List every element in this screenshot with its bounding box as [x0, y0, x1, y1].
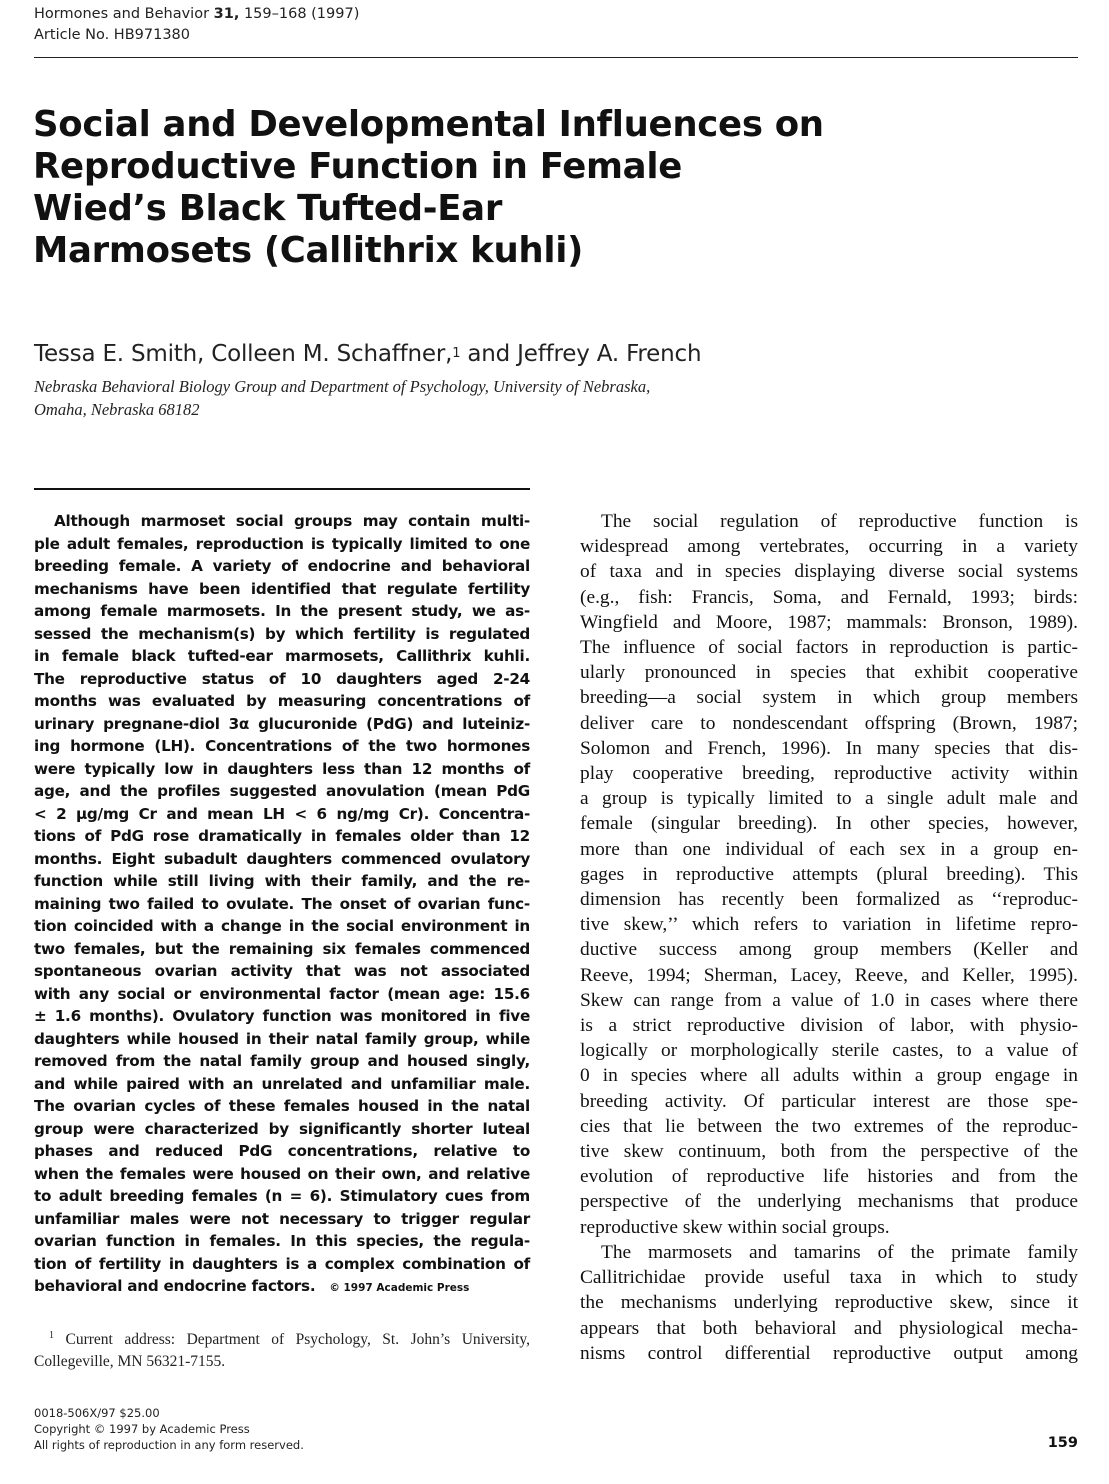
abstract-line: and while paired with an unrelated and unfamiliar male.: [34, 1074, 530, 1093]
title-line: Reproductive Function in Female: [33, 146, 682, 187]
body-line: more than one individual of each sex in a group en-: [580, 838, 1078, 860]
abstract-line: breeding female. A variety of endocrine and behavioral: [34, 557, 530, 575]
body-line: Callitrichidae provide useful taxa in which to study: [580, 1267, 1078, 1289]
body-line: appears that both behavioral and physiological mecha-: [580, 1317, 1078, 1339]
body-line: reproductive skew within social groups.: [580, 1216, 890, 1238]
authors-before: Tessa E. Smith, Colleen M. Schaffner,: [34, 341, 453, 367]
body-line: female (singular breeding). In other species, however,: [580, 813, 1078, 835]
abstract-last-line: [34, 1275, 530, 1300]
abstract-line: unfamiliar males were not necessary to trigger regular: [34, 1209, 530, 1228]
body-line: evolution of reproductive life histories and from the: [580, 1166, 1078, 1188]
abstract-line: ing hormone (LH). Concentrations of the two hormones: [34, 737, 530, 755]
footnote-text: Current address: Department of Psychology, St. John’s University,: [65, 1331, 530, 1349]
abstract-line: ± 1.6 months). Ovulatory function was monitored in five: [34, 1007, 530, 1025]
title-line: Social and Developmental Influences on: [33, 104, 824, 145]
body-line: a group is typically limited to a single adult male and: [580, 788, 1078, 810]
abstract-line: Although marmoset social groups may contain multi-: [54, 512, 530, 530]
author-footnote-mark: 1: [452, 346, 461, 361]
abstract-line: spontaneous ovarian activity that was not associated: [34, 962, 530, 980]
abstract-line: age, and the profiles suggested anovulation (mean PdG: [34, 782, 530, 800]
abstract-line: to adult breeding females (n = 6). Stimulatory cues from: [34, 1187, 530, 1205]
abstract-line: ple adult females, reproduction is typically limited to one: [34, 534, 530, 553]
body-line: breeding—a social system in which group members: [580, 687, 1078, 709]
body-line: logically or morphologically sterile castes, to a value of: [580, 1040, 1078, 1062]
body-line: of taxa and in species displaying diverse social systems: [580, 561, 1078, 583]
body-line: 0 in species where all adults within a group engage in: [580, 1065, 1078, 1087]
body-line: ularly pronounced in species that exhibit cooperative: [580, 662, 1078, 684]
footnote-mark: 1: [49, 1330, 54, 1341]
body-line: Solomon and French, 1996). In many species that dis-: [580, 737, 1078, 759]
abstract-line: ovarian function in females. In this species, the regula-: [34, 1232, 530, 1250]
abstract-line: with any social or environmental factor (mean age: 15.6: [34, 984, 530, 1003]
abstract: [34, 510, 530, 1300]
body-line: Wingfield and Moore, 1987; mammals: Bronson, 1989).: [580, 611, 1078, 633]
journal-volume: 31,: [213, 6, 240, 22]
article-title: [33, 104, 824, 272]
abstract-line: tion of fertility in daughters is a complex combination of: [34, 1254, 530, 1273]
page-number: 159: [1047, 1435, 1078, 1451]
affiliation: [34, 375, 650, 421]
article-number: Article No. HB971380: [34, 27, 191, 43]
abstract-line: removed from the natal family group and housed singly,: [34, 1052, 530, 1070]
body-line: The marmosets and tamarins of the primate family: [601, 1241, 1078, 1263]
body-line: Skew can range from a value of 1.0 in cases where there: [580, 989, 1078, 1011]
abstract-line: months. Eight subadult daughters commenced ovulatory: [34, 849, 530, 868]
running-head: [34, 4, 359, 46]
body-line: widespread among vertebrates, occurring in a variety: [580, 536, 1078, 558]
body-line: nisms control differential reproductive output among: [580, 1342, 1078, 1364]
abstract-line: mechanisms have been identified that regulate fertility: [34, 579, 530, 598]
abstract-line: two females, but the remaining six females commenced: [34, 939, 530, 958]
body-text: [580, 509, 1078, 1366]
journal-citation: [34, 4, 359, 25]
abstract-line: urinary pregnane-diol 3α glucuronide (PdG) and luteiniz-: [34, 714, 530, 733]
body-line: tive skew,’’ which refers to variation in lifetime repro-: [580, 914, 1078, 936]
abstract-line: were typically low in daughters less than 12 months of: [34, 759, 530, 778]
header-rule: [34, 57, 1078, 58]
body-line: Reeve, 1994; Sherman, Lacey, Reeve, and Keller, 1995).: [580, 964, 1078, 986]
abstract-copyright: © 1997 Academic Press: [329, 1282, 470, 1294]
abstract-line: function while still living with their family, and the re-: [34, 872, 530, 890]
body-line: The social regulation of reproductive function is: [601, 511, 1078, 532]
abstract-line: months was evaluated by measuring concentrations of: [34, 692, 530, 710]
abstract-line: among female marmosets. In the present study, we as-: [34, 602, 530, 620]
footnote-line: [34, 1325, 530, 1351]
body-line: ductive success among group members (Keller and: [580, 939, 1078, 961]
authors-after: and Jeffrey A. French: [460, 341, 702, 367]
abstract-line: daughters while housed in their natal family group, while: [34, 1029, 530, 1048]
body-line: perspective of the underlying mechanisms that produce: [580, 1191, 1078, 1213]
title-line: Wied’s Black Tufted-Ear: [33, 188, 503, 229]
imprint: [34, 1405, 304, 1453]
body-line: breeding activity. Of particular interest are those spe-: [580, 1090, 1078, 1112]
body-line: cies that lie between the two extremes of the reproduc-: [580, 1115, 1078, 1137]
title-line: Marmosets (Callithrix kuhli): [33, 230, 584, 271]
abstract-line: < 2 μg/mg Cr and mean LH < 6 ng/mg Cr). Concentra-: [34, 804, 530, 823]
body-line: tive skew continuum, both from the perspective of the: [580, 1141, 1078, 1163]
journal-name: Hormones and Behavior: [34, 6, 210, 22]
abstract-line: phases and reduced PdG concentrations, relative to: [34, 1142, 530, 1160]
abstract-line: The reproductive status of 10 daughters aged 2-24: [34, 669, 530, 688]
body-line: is a strict reproductive division of labor, with physio-: [580, 1015, 1078, 1037]
footnote-line: Collegeville, MN 56321-7155.: [34, 1353, 226, 1371]
author-list: [34, 339, 701, 369]
abstract-line: when the females were housed on their own, and relative: [34, 1164, 530, 1183]
body-line: The influence of social factors in reproduction is partic-: [580, 637, 1078, 659]
body-line: (e.g., fish: Francis, Soma, and Fernald, 1993; birds:: [580, 586, 1078, 608]
footnote: [34, 1325, 530, 1373]
body-line: gages in reproductive attempts (plural breeding). This: [580, 863, 1078, 885]
abstract-line: The ovarian cycles of these females housed in the natal: [34, 1097, 530, 1115]
issn-price: 0018-506X/97 $25.00: [34, 1406, 160, 1420]
abstract-rule: [34, 488, 530, 490]
imprint-rights: All rights of reproduction in any form reserved.: [34, 1438, 304, 1452]
journal-pages: 159–168 (1997): [243, 6, 360, 22]
abstract-line: sessed the mechanism(s) by which fertility is regulated: [34, 624, 530, 643]
affiliation-line: Omaha, Nebraska 68182: [34, 400, 200, 419]
abstract-line: tion coincided with a change in the social environment in: [34, 917, 530, 935]
body-line: play cooperative breeding, reproductive activity within: [580, 763, 1078, 785]
body-line: deliver care to nondescendant offspring (Brown, 1987;: [580, 712, 1078, 734]
abstract-line: tions of PdG rose dramatically in females older than 12: [34, 827, 530, 845]
affiliation-line: Nebraska Behavioral Biology Group and Department of Psychology, University of Nebraska,: [34, 377, 651, 396]
abstract-line: maining two failed to ovulate. The onset of ovarian func-: [34, 894, 530, 913]
body-line: the mechanisms underlying reproductive skew, since it: [580, 1292, 1078, 1314]
imprint-copyright: Copyright © 1997 by Academic Press: [34, 1422, 250, 1436]
abstract-line: behavioral and endocrine factors.: [34, 1277, 316, 1295]
abstract-line: group were characterized by significantly shorter luteal: [34, 1119, 530, 1138]
abstract-line: in female black tufted-ear marmosets, Callithrix kuhli.: [34, 647, 530, 665]
body-line: dimension has recently been formalized as ‘‘reproduc-: [580, 889, 1078, 911]
